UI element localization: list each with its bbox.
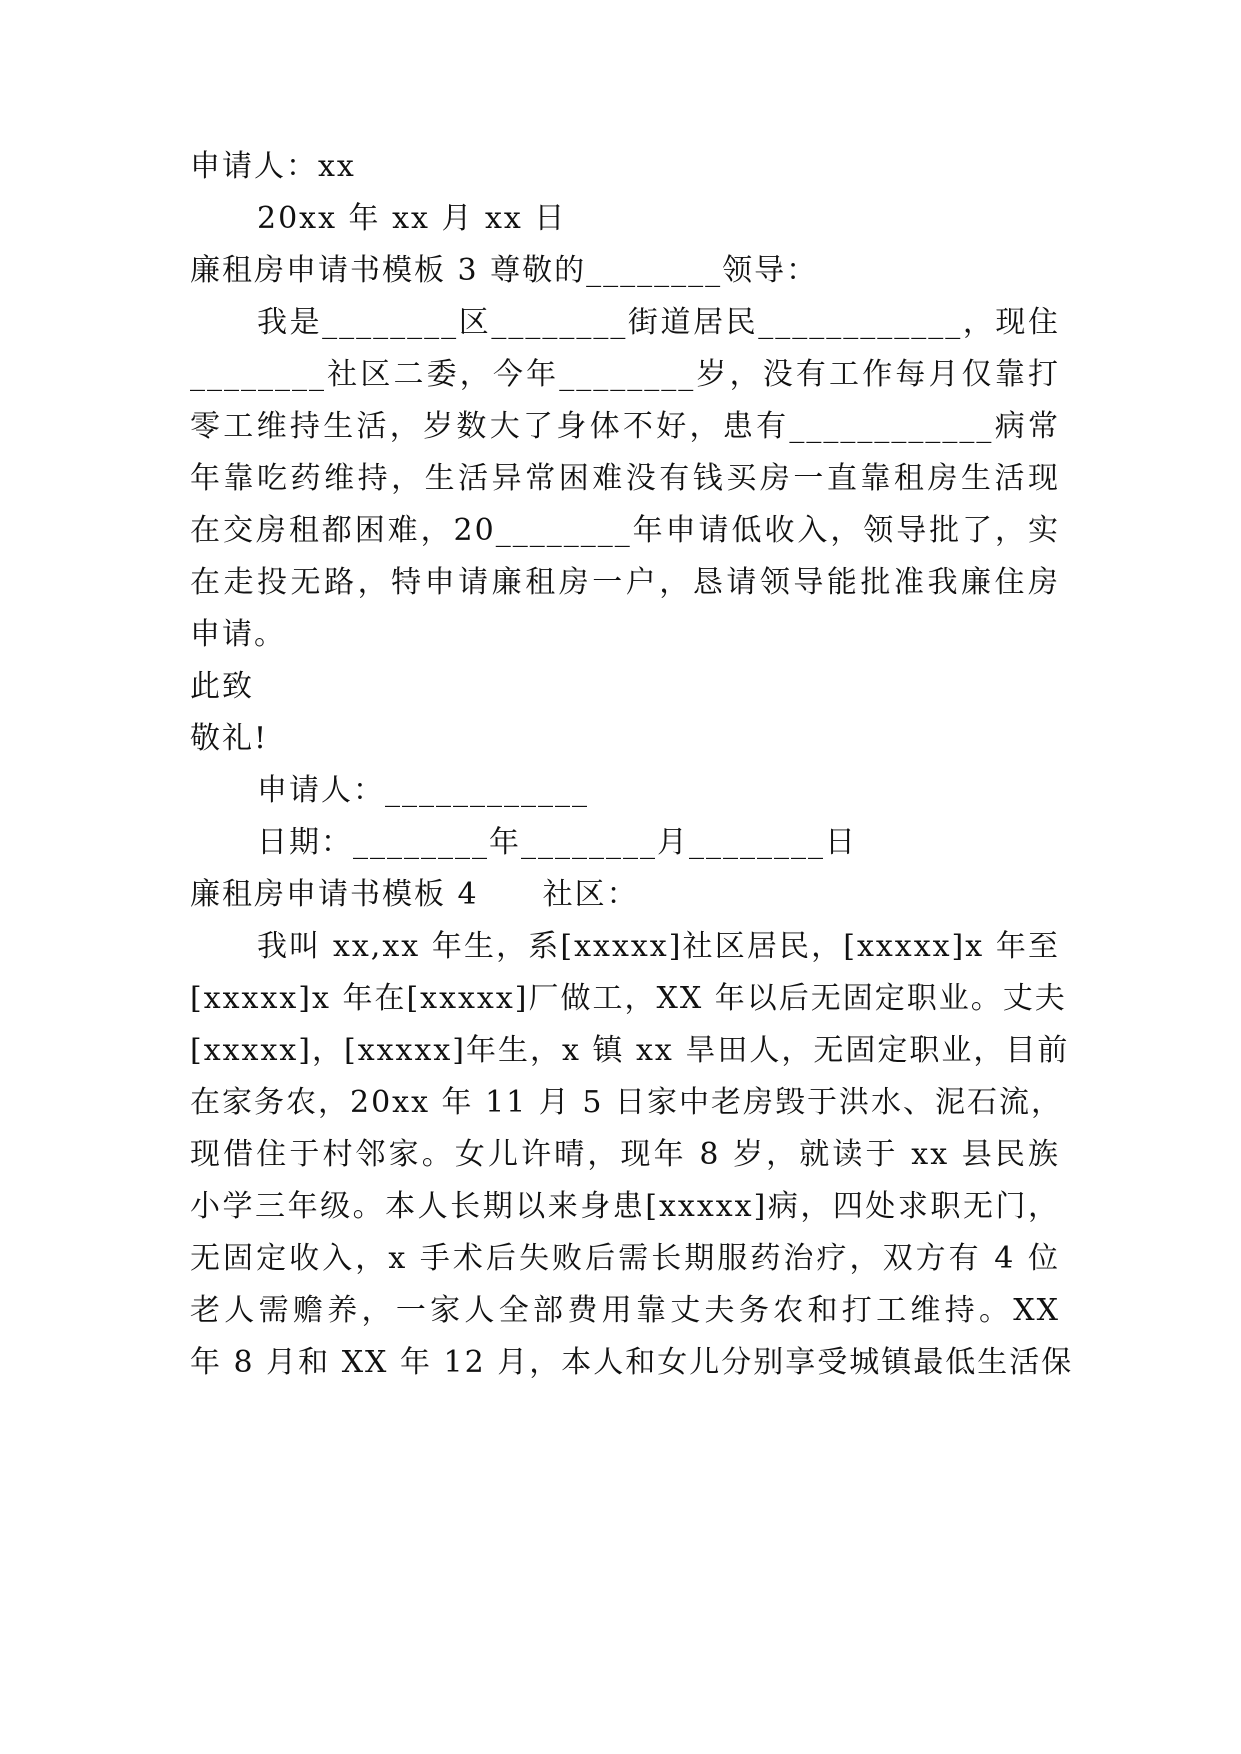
closing-line: 此致 — [190, 669, 254, 704]
signature-date-line: 日期：________年________月________日 — [257, 825, 857, 860]
paragraph-line: [xxxxx]x 年在[xxxxx]厂做工，XX 年以后无固定职业。丈夫 — [190, 981, 1067, 1016]
paragraph-line: 年 8 月和 XX 年 12 月，本人和女儿分别享受城镇最低生活保 — [190, 1345, 1074, 1380]
paragraph-line: 零工维持生活，岁数大了身体不好，患有____________病常 — [190, 409, 1060, 444]
paragraph-line: 我是________区________街道居民____________，现住 — [257, 305, 1060, 340]
paragraph-line: 我叫 xx,xx 年生，系[xxxxx]社区居民，[xxxxx]x 年至 — [257, 929, 1060, 964]
paragraph-line: 无固定收入，x 手术后失败后需长期服药治疗，双方有 4 位 — [190, 1241, 1060, 1276]
paragraph-line: 老人需赡养，一家人全部费用靠丈夫务农和打工维持。XX — [190, 1293, 1060, 1328]
paragraph-line: 在家务农，20xx 年 11 月 5 日家中老房毁于洪水、泥石流， — [190, 1085, 1063, 1120]
template-3-heading: 廉租房申请书模板 3 尊敬的________领导： — [190, 253, 819, 288]
paragraph-line: 在走投无路，特申请廉租房一户，恳请领导能批准我廉住房 — [190, 565, 1060, 600]
paragraph-line: 小学三年级。本人长期以来身患[xxxxx]病，四处求职无门， — [190, 1189, 1060, 1224]
paragraph-line: 申请。 — [190, 617, 286, 652]
paragraph-line: 现借住于村邻家。女儿许晴，现年 8 岁，就读于 xx 县民族 — [190, 1137, 1060, 1172]
paragraph-line: ________社区二委，今年________岁，没有工作每月仅靠打 — [190, 357, 1060, 392]
paragraph-line: 在交房租都困难，20________年申请低收入，领导批了，实 — [190, 513, 1060, 548]
template-4-heading: 廉租房申请书模板 4 社区： — [190, 877, 639, 912]
paragraph-line: 年靠吃药维持，生活异常困难没有钱买房一直靠租房生活现 — [190, 461, 1060, 496]
date-line: 20xx 年 xx 月 xx 日 — [257, 201, 567, 236]
paragraph-line: [xxxxx]，[xxxxx]年生，x 镇 xx 旱田人，无固定职业，目前 — [190, 1033, 1070, 1068]
applicant-signature-line: 申请人：____________ — [257, 773, 589, 808]
applicant-line: 申请人：xx — [190, 149, 356, 184]
salutation-line: 敬礼! — [190, 721, 269, 756]
